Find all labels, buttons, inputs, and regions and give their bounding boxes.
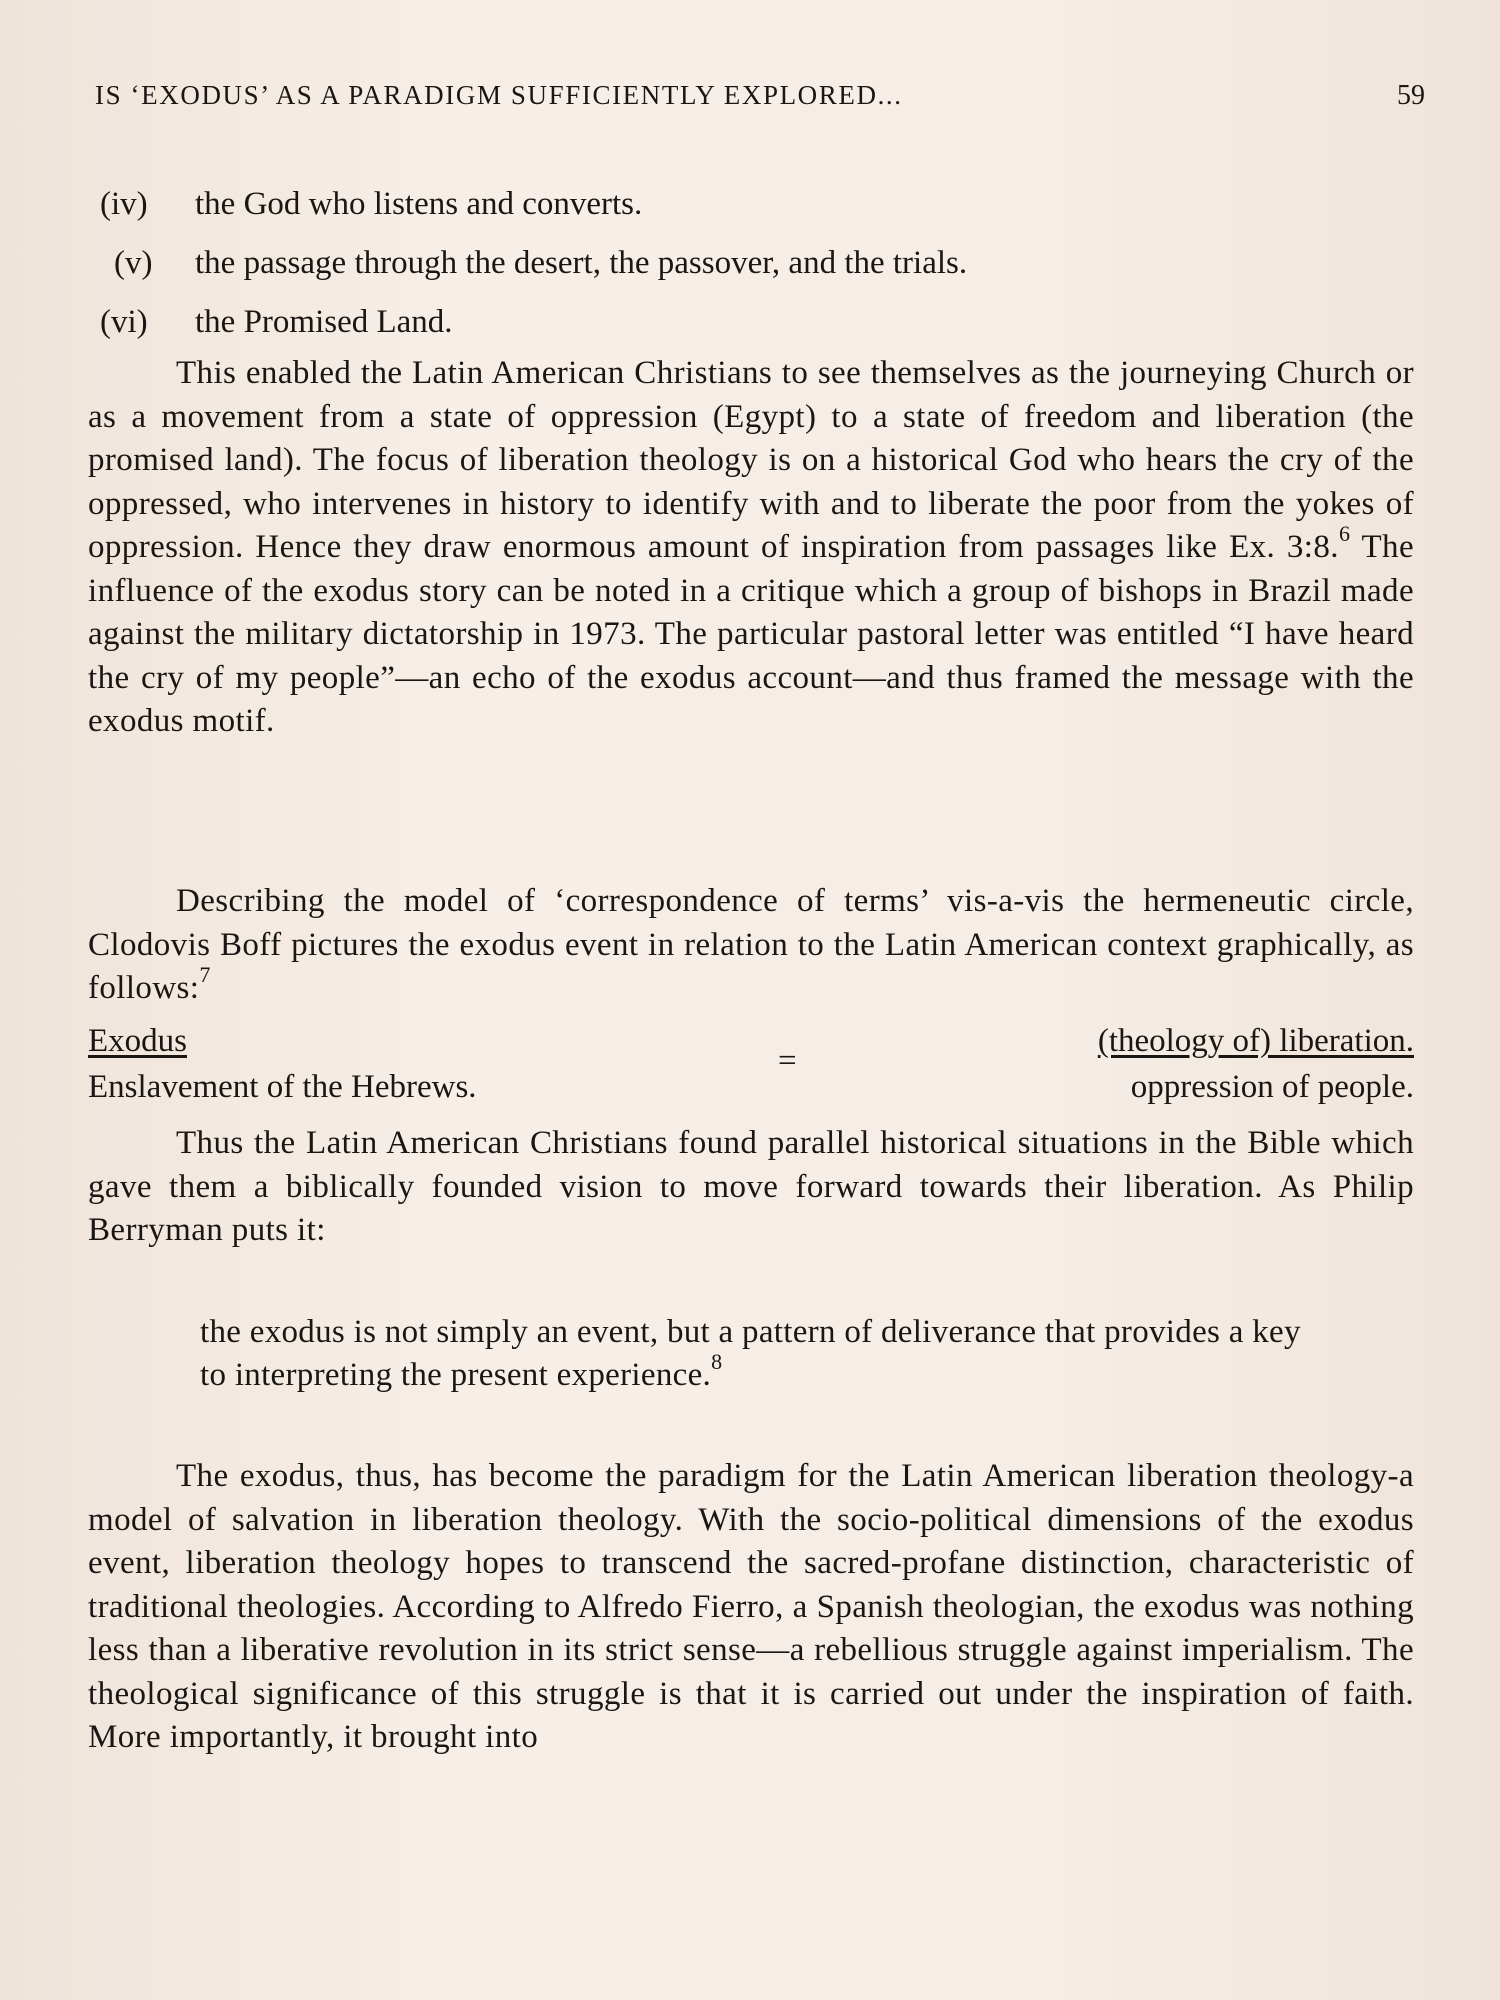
paragraph-correspondence-of-terms — [88, 880, 1414, 1011]
equation-left-numerator: Exodus — [88, 1023, 187, 1059]
list-item-number: (v) — [114, 245, 153, 281]
list-item — [100, 234, 1430, 293]
list-item — [100, 293, 1430, 352]
list-item-text: the Promised Land. — [195, 304, 453, 340]
equation-right-numerator: (theology of) liberation. — [1097, 1023, 1414, 1059]
block-quote — [200, 1311, 1315, 1397]
footnote-marker: 7 — [199, 962, 211, 987]
running-title: IS ‘EXODUS’ AS A PARADIGM SUFFICIENTLY EXPLORED... — [95, 80, 903, 110]
list-item-text: the God who listens and converts. — [195, 186, 643, 222]
running-header — [95, 80, 1425, 120]
paragraph-parallel-situations — [88, 1122, 1414, 1253]
equation-left-denominator: Enslavement of the Hebrews. — [88, 1069, 477, 1105]
list-item-text: the passage through the desert, the passover, and the trials. — [195, 245, 968, 281]
correspondence-equation — [88, 1023, 1414, 1123]
footnote-marker: 8 — [711, 1349, 723, 1374]
quote-text: the exodus is not simply an event, but a pattern of deliverance that provides a key to interpreting the present experience. — [200, 1314, 1301, 1393]
paragraph-text: This enabled the Latin American Christians to see themselves as the journeying Church or as a movement from a state of oppression (Egypt) to a state of freedom and liberation (the promised land). The focus of liberation theology is on a historical God who hears the cry of the oppressed, who intervenes in history to identify with and to liberate the poor from the yokes of oppression. Hence they draw enormous amount of inspiration from passages like Ex. 3:8. — [88, 355, 1414, 565]
page-number: 59 — [1397, 80, 1425, 111]
footnote-marker: 6 — [1338, 521, 1351, 546]
paragraph-text: Describing the model of ‘correspondence of terms’ vis-a-vis the hermeneutic circle, Clodovis Boff pictures the exodus event in relation to the Latin American context graphically, as follows: — [88, 883, 1414, 1006]
paragraph-text: The influence of the exodus story can be noted in a critique which a group of bishops in Brazil made against the military dictatorship in 1973. The particular pastoral letter was entitled “I have heard the cry of my people”—an echo of the exodus account—and thus framed the message with the exodus motif. — [88, 529, 1414, 739]
paragraph-text: Thus the Latin American Christians found parallel historical situations in the Bible which gave them a biblically founded vision to move forward towards their liberation. As Philip Berryman puts it: — [88, 1125, 1414, 1248]
equation-right-denominator: oppression of people. — [1130, 1069, 1414, 1105]
list-item-number: (vi) — [100, 304, 148, 340]
list-item — [100, 175, 1430, 234]
equals-sign: = — [778, 1043, 797, 1079]
paragraph-text: The exodus, thus, has become the paradigm for the Latin American liberation theology-a model of salvation in liberation theology. With the socio-political dimensions of the exodus event, liberation theology hopes to transcend the sacred-profane distinction, characteristic of traditional theologies. According to Alfredo Fierro, a Spanish theologian, the exodus was nothing less than a liberative revolution in its strict sense—a rebellious struggle against imperialism. The theological significance of this struggle is that it is carried out under the inspiration of faith. More importantly, it brought into — [88, 1458, 1414, 1755]
paragraph-exodus-paradigm — [88, 1455, 1414, 1760]
paragraph-journeying-church — [88, 352, 1414, 744]
list-item-number: (iv) — [100, 186, 148, 222]
numbered-list — [100, 175, 1430, 352]
